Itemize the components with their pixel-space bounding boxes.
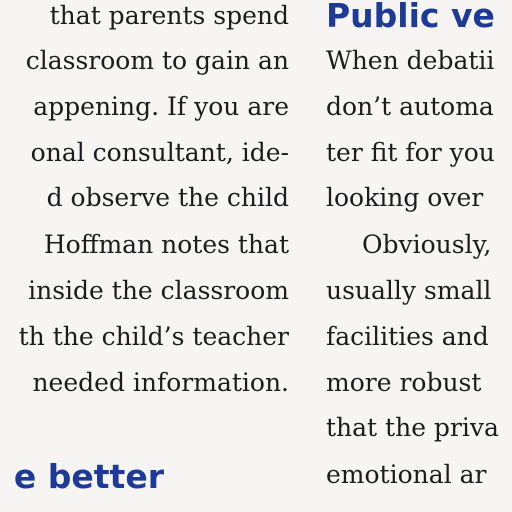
left-line-6: Hoffman notes that [43,230,289,259]
right-line-9: that the priva [326,413,499,442]
right-line-6: usually small [326,276,492,305]
right-column [326,0,512,512]
right-line-4: looking over [326,183,484,212]
left-line-3: appening. If you are [33,92,289,121]
right-section-heading: Public ve [326,0,495,35]
left-line-7: inside the classroom [28,276,289,305]
right-line-3: ter fit for you [326,138,495,167]
right-line-2: don’t automa [326,92,494,121]
right-line-8: more robust [326,368,482,397]
left-line-2: classroom to gain an [25,46,289,75]
left-line-1: that parents spend [49,1,289,30]
left-line-9: needed information. [32,368,289,397]
left-section-heading: e better [13,457,164,496]
right-line-7: facilities and [326,322,489,351]
right-line-10: emotional ar [326,460,487,489]
left-line-4: onal consultant, ide- [30,138,289,167]
left-line-5: d observe the child [46,183,289,212]
right-line-5: Obviously, [362,230,492,259]
right-line-1: When debatii [326,46,495,75]
left-line-8: th the child’s teacher [18,322,289,351]
